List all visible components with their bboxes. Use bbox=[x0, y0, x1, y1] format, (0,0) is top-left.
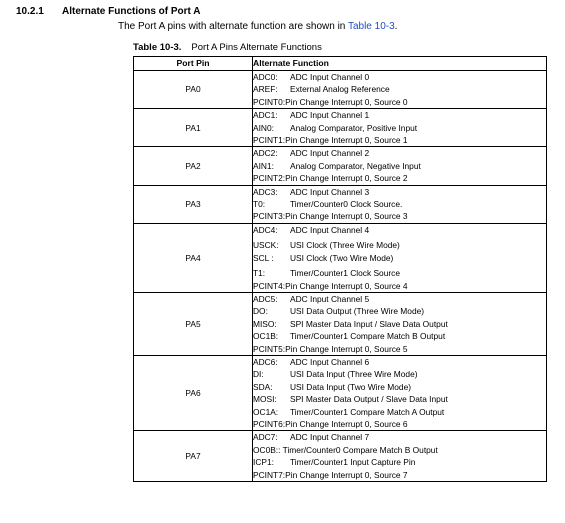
alternate-function-cell bbox=[253, 147, 547, 185]
section-title: Alternate Functions of Port A bbox=[62, 6, 201, 17]
table-caption bbox=[133, 42, 322, 53]
function-line bbox=[253, 198, 546, 210]
alternate-function-cell bbox=[253, 292, 547, 355]
signal-name: PCINT1: bbox=[253, 135, 286, 146]
signal-description: SPI Master Data Input / Slave Data Output bbox=[290, 318, 448, 329]
port-pin-cell: PA7 bbox=[134, 431, 253, 482]
signal-name: DO: bbox=[253, 306, 268, 317]
signal-name: PCINT4: bbox=[253, 280, 286, 291]
function-line bbox=[253, 456, 546, 468]
signal-description: Analog Comparator, Negative Input bbox=[290, 160, 421, 171]
signal-name: ADC3: bbox=[253, 186, 278, 197]
function-line bbox=[253, 172, 546, 184]
alternate-function-cell bbox=[253, 223, 547, 292]
signal-description: Timer/Counter1 Input Capture Pin bbox=[290, 457, 416, 468]
function-line bbox=[253, 96, 546, 108]
port-pin-cell: PA1 bbox=[134, 109, 253, 147]
port-pin-cell: PA4 bbox=[134, 223, 253, 292]
signal-name: OC1B: bbox=[253, 331, 279, 342]
table-reference-link[interactable]: Table 10-3 bbox=[347, 21, 395, 32]
port-pin-cell: PA0 bbox=[134, 71, 253, 109]
function-line bbox=[253, 134, 546, 146]
signal-name: PCINT3: bbox=[253, 211, 286, 222]
signal-name: ADC4: bbox=[253, 224, 278, 235]
function-line bbox=[253, 305, 546, 317]
signal-description: Timer/Counter0 Clock Source. bbox=[290, 199, 403, 210]
signal-name: ADC5: bbox=[253, 293, 278, 304]
function-line bbox=[253, 330, 546, 342]
table-row bbox=[134, 147, 547, 185]
signal-name: PCINT2: bbox=[253, 173, 286, 184]
signal-description: USI Data Input (Three Wire Mode) bbox=[290, 369, 418, 380]
function-line bbox=[253, 267, 546, 279]
table-body bbox=[134, 71, 547, 482]
signal-name: PCINT5: bbox=[253, 343, 286, 354]
signal-description: : Timer/Counter0 Compare Match B Output bbox=[278, 444, 438, 455]
section-number: 10.2.1 bbox=[16, 6, 44, 17]
signal-name: ADC6: bbox=[253, 356, 278, 367]
alternate-function-cell bbox=[253, 431, 547, 482]
table-title: Port A Pins Alternate Functions bbox=[191, 42, 322, 53]
table-header-row bbox=[134, 57, 547, 71]
function-line bbox=[253, 186, 546, 198]
signal-description: Pin Change Interrupt 0, Source 4 bbox=[285, 280, 408, 291]
port-pin-cell: PA3 bbox=[134, 185, 253, 223]
alternate-function-cell bbox=[253, 109, 547, 147]
signal-name: ADC7: bbox=[253, 432, 278, 443]
function-line bbox=[253, 280, 546, 292]
function-line bbox=[253, 343, 546, 355]
signal-description: ADC Input Channel 0 bbox=[290, 72, 370, 82]
section-heading bbox=[16, 6, 201, 17]
table-row bbox=[134, 109, 547, 147]
header-port-pin: Port Pin bbox=[134, 57, 253, 71]
signal-description: ADC Input Channel 2 bbox=[290, 148, 370, 159]
port-pin-cell: PA5 bbox=[134, 292, 253, 355]
signal-description: Timer/Counter1 Compare Match A Output bbox=[290, 406, 445, 417]
function-line bbox=[253, 381, 546, 393]
table-row bbox=[134, 185, 547, 223]
function-line bbox=[253, 356, 546, 368]
signal-name: ADC0: bbox=[253, 72, 278, 82]
function-line bbox=[253, 444, 546, 456]
signal-description: ADC Input Channel 4 bbox=[290, 224, 370, 235]
function-line bbox=[253, 469, 546, 481]
function-line bbox=[253, 71, 546, 83]
function-line bbox=[253, 122, 546, 134]
function-line bbox=[253, 109, 546, 121]
intro-end: . bbox=[394, 21, 398, 32]
signal-description: External Analog Reference bbox=[290, 84, 390, 95]
port-a-pins-table bbox=[133, 56, 547, 482]
function-line bbox=[253, 406, 546, 418]
signal-description: Pin Change Interrupt 0, Source 7 bbox=[285, 469, 408, 480]
function-line bbox=[253, 224, 546, 236]
table-row bbox=[134, 431, 547, 482]
signal-description: Pin Change Interrupt 0, Source 2 bbox=[285, 173, 408, 184]
signal-name: ICP1: bbox=[253, 457, 274, 468]
signal-description: Pin Change Interrupt 0, Source 5 bbox=[285, 343, 408, 354]
port-pin-cell: PA6 bbox=[134, 355, 253, 430]
signal-description: Analog Comparator, Positive Input bbox=[290, 122, 418, 133]
function-line bbox=[253, 160, 546, 172]
function-line bbox=[253, 318, 546, 330]
signal-name: USCK: bbox=[253, 240, 279, 251]
function-line bbox=[253, 431, 546, 443]
signal-description: USI Data Input (Two Wire Mode) bbox=[290, 381, 412, 392]
signal-description: Timer/Counter1 Compare Match B Output bbox=[290, 331, 446, 342]
signal-name: PCINT7: bbox=[253, 469, 286, 480]
header-alternate-function: Alternate Function bbox=[253, 57, 547, 71]
table-row bbox=[134, 71, 547, 109]
signal-name: PCINT6: bbox=[253, 418, 286, 429]
signal-description: ADC Input Channel 1 bbox=[290, 110, 370, 121]
function-line bbox=[253, 393, 546, 405]
function-line bbox=[253, 293, 546, 305]
function-line bbox=[253, 83, 546, 95]
signal-name: DI: bbox=[253, 369, 264, 380]
signal-description: Timer/Counter1 Clock Source bbox=[290, 268, 400, 279]
alternate-function-cell bbox=[253, 355, 547, 430]
table-row bbox=[134, 355, 547, 430]
signal-description: Pin Change Interrupt 0, Source 6 bbox=[285, 418, 408, 429]
intro-text: The Port A pins with alternate function are shown in bbox=[118, 21, 348, 32]
table-row bbox=[134, 292, 547, 355]
signal-name: OC0B: bbox=[253, 444, 279, 455]
signal-name: SCL : bbox=[253, 252, 274, 263]
signal-description: ADC Input Channel 6 bbox=[290, 356, 370, 367]
function-line bbox=[253, 418, 546, 430]
signal-name: ADC1: bbox=[253, 110, 278, 121]
signal-name: MOSI: bbox=[253, 394, 277, 405]
signal-description: ADC Input Channel 5 bbox=[290, 293, 370, 304]
signal-name: SDA: bbox=[253, 381, 273, 392]
signal-description: USI Clock (Two Wire Mode) bbox=[290, 252, 394, 263]
signal-name: OC1A: bbox=[253, 406, 279, 417]
signal-name: AIN0: bbox=[253, 122, 274, 133]
signal-name: MISO: bbox=[253, 318, 277, 329]
signal-description: USI Data Output (Three Wire Mode) bbox=[290, 306, 425, 317]
signal-name: ADC2: bbox=[253, 148, 278, 159]
signal-description: Pin Change Interrupt 0, Source 0 bbox=[285, 96, 408, 107]
function-line bbox=[253, 239, 546, 251]
signal-description: Pin Change Interrupt 0, Source 1 bbox=[285, 135, 408, 146]
signal-name: AREF: bbox=[253, 84, 278, 95]
function-line bbox=[253, 147, 546, 159]
function-line bbox=[253, 252, 546, 264]
signal-description: Pin Change Interrupt 0, Source 3 bbox=[285, 211, 408, 222]
signal-description: USI Clock (Three Wire Mode) bbox=[290, 240, 400, 251]
table-row bbox=[134, 223, 547, 292]
signal-description: ADC Input Channel 7 bbox=[290, 432, 370, 443]
signal-name: T1: bbox=[253, 268, 266, 279]
alternate-function-cell bbox=[253, 185, 547, 223]
signal-description: SPI Master Data Output / Slave Data Input bbox=[290, 394, 448, 405]
port-pin-cell: PA2 bbox=[134, 147, 253, 185]
signal-name: AIN1: bbox=[253, 160, 274, 171]
signal-name: T0: bbox=[253, 199, 266, 210]
alternate-function-cell bbox=[253, 71, 547, 109]
function-line bbox=[253, 368, 546, 380]
intro-paragraph bbox=[118, 21, 397, 32]
table-label: Table 10-3. bbox=[133, 42, 182, 53]
signal-description: ADC Input Channel 3 bbox=[290, 186, 370, 197]
signal-name: PCINT0: bbox=[253, 96, 286, 107]
function-line bbox=[253, 210, 546, 222]
